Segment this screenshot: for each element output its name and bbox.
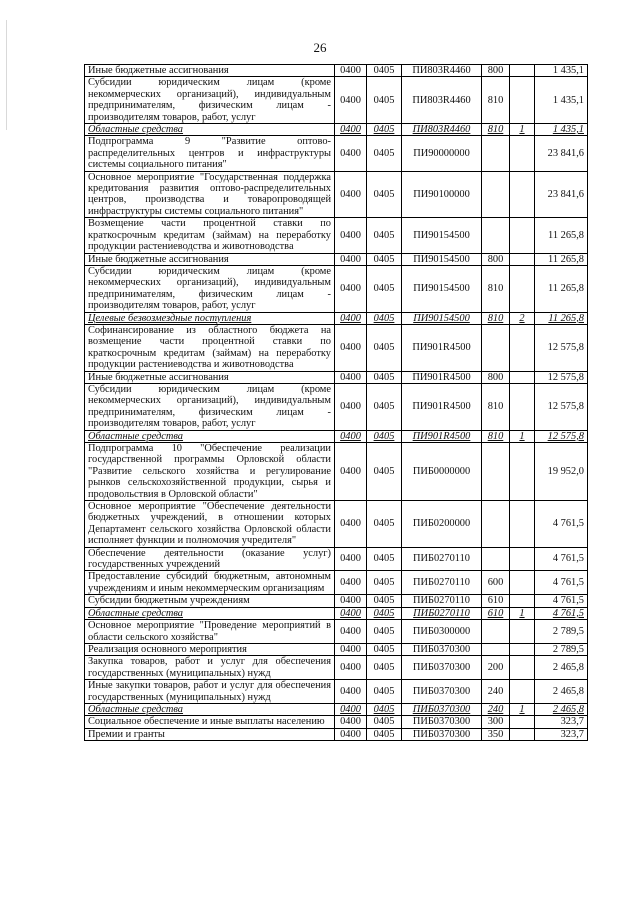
subsection-code: 0405 [367,65,402,77]
expense-type-code: 810 [482,383,510,430]
funding-source-code: 1 [510,703,535,715]
section-code: 0400 [335,324,367,371]
table-row [85,383,588,430]
amount: 23 841,6 [535,171,588,218]
table-row [85,65,588,77]
table-row [85,716,588,728]
expense-type-code: 240 [482,680,510,704]
target-article-code: ПИ803R4460 [402,77,482,124]
section-code: 0400 [335,371,367,383]
target-article-code: ПИБ0270110 [402,595,482,607]
target-article-code: ПИ901R4500 [402,383,482,430]
table-row [85,571,588,595]
section-code: 0400 [335,656,367,680]
table-row [85,136,588,171]
subsection-code: 0405 [367,703,402,715]
funding-source-code [510,571,535,595]
row-name: Основное мероприятие "Обеспечение деятельности бюджетных учреждений, в отношении которых Департамент сельского хозяйства Орловской области исполняет функции и полномочия учредителя" [85,501,335,548]
scan-edge-mark [6,20,7,130]
row-name: Премии и гранты [85,728,335,740]
section-code: 0400 [335,65,367,77]
table-row [85,607,588,619]
section-code: 0400 [335,136,367,171]
amount: 19 952,0 [535,443,588,501]
section-code: 0400 [335,595,367,607]
table-row [85,371,588,383]
row-name: Софинансирование из областного бюджета на возмещение части процентной ставки по краткосрочным кредитам (займам) на переработку продукции растениеводства и животноводства [85,324,335,371]
amount: 11 265,8 [535,312,588,324]
target-article-code: ПИ901R4500 [402,371,482,383]
target-article-code: ПИБ0270110 [402,607,482,619]
amount: 4 761,5 [535,607,588,619]
funding-source-code [510,620,535,644]
amount: 12 575,8 [535,324,588,371]
row-name: Подпрограмма 10 "Обеспечение реализации государственной программы Орловской области "Развитие сельского хозяйства и регулирование рынков сельскохозяйственной продукции, сырья и продовольствия в Орловской области" [85,443,335,501]
target-article-code: ПИ90000000 [402,136,482,171]
amount: 2 789,5 [535,643,588,655]
section-code: 0400 [335,571,367,595]
subsection-code: 0405 [367,620,402,644]
section-code: 0400 [335,643,367,655]
budget-table [84,64,588,741]
table-row [85,656,588,680]
section-code: 0400 [335,312,367,324]
target-article-code: ПИБ0370300 [402,728,482,740]
expense-type-code [482,643,510,655]
funding-source-code [510,324,535,371]
amount: 2 465,8 [535,656,588,680]
subsection-code: 0405 [367,680,402,704]
target-article-code: ПИБ0300000 [402,620,482,644]
amount: 2 465,8 [535,680,588,704]
target-article-code: ПИБ0370300 [402,703,482,715]
table-row [85,324,588,371]
subsection-code: 0405 [367,716,402,728]
subsection-code: 0405 [367,383,402,430]
target-article-code: ПИ90154500 [402,265,482,312]
amount: 12 575,8 [535,371,588,383]
amount: 11 265,8 [535,253,588,265]
funding-source-code [510,595,535,607]
funding-source-code [510,136,535,171]
expense-type-code: 610 [482,595,510,607]
table-row [85,443,588,501]
target-article-code: ПИБ0270110 [402,547,482,571]
table-row [85,312,588,324]
subsection-code: 0405 [367,728,402,740]
amount: 4 761,5 [535,595,588,607]
target-article-code: ПИ803R4460 [402,65,482,77]
funding-source-code [510,643,535,655]
subsection-code: 0405 [367,607,402,619]
target-article-code: ПИ803R4460 [402,124,482,136]
table-row [85,547,588,571]
amount: 12 575,8 [535,383,588,430]
target-article-code: ПИБ0370300 [402,716,482,728]
subsection-code: 0405 [367,643,402,655]
table-row [85,680,588,704]
table-row [85,430,588,442]
expense-type-code: 350 [482,728,510,740]
section-code: 0400 [335,728,367,740]
subsection-code: 0405 [367,547,402,571]
subsection-code: 0405 [367,443,402,501]
amount: 11 265,8 [535,218,588,253]
row-name: Иные закупки товаров, работ и услуг для обеспечения государственных (муниципальных) нужд [85,680,335,704]
funding-source-code [510,656,535,680]
target-article-code: ПИ90100000 [402,171,482,218]
subsection-code: 0405 [367,430,402,442]
funding-source-code [510,680,535,704]
section-code: 0400 [335,620,367,644]
expense-type-code [482,136,510,171]
row-name: Субсидии юридическим лицам (кроме некоммерческих организаций), индивидуальным предпринимателям, физическим лицам - производителям товаров, работ, услуг [85,265,335,312]
amount: 23 841,6 [535,136,588,171]
row-name: Социальное обеспечение и иные выплаты населению [85,716,335,728]
expense-type-code [482,501,510,548]
table-row [85,124,588,136]
row-name: Субсидии юридическим лицам (кроме некоммерческих организаций), индивидуальным предпринимателям, физическим лицам - производителям товаров, работ, услуг [85,77,335,124]
row-name: Областные средства [85,703,335,715]
expense-type-code: 800 [482,253,510,265]
table-row [85,595,588,607]
target-article-code: ПИБ0000000 [402,443,482,501]
expense-type-code [482,324,510,371]
subsection-code: 0405 [367,124,402,136]
row-name: Основное мероприятие "Государственная поддержка кредитования развития оптово-распределительных центров, производства и товаропроводящей инфраструктуры системы социального питания" [85,171,335,218]
funding-source-code [510,371,535,383]
amount: 11 265,8 [535,265,588,312]
expense-type-code: 200 [482,656,510,680]
amount: 12 575,8 [535,430,588,442]
section-code: 0400 [335,716,367,728]
section-code: 0400 [335,171,367,218]
section-code: 0400 [335,607,367,619]
row-name: Иные бюджетные ассигнования [85,371,335,383]
table-row [85,728,588,740]
expense-type-code: 300 [482,716,510,728]
expense-type-code [482,218,510,253]
row-name: Возмещение части процентной ставки по краткосрочным кредитам (займам) на переработку продукции растениеводства и животноводства [85,218,335,253]
row-name: Обеспечение деятельности (оказание услуг) государственных учреждений [85,547,335,571]
expense-type-code: 240 [482,703,510,715]
funding-source-code [510,171,535,218]
amount: 323,7 [535,728,588,740]
table-row [85,218,588,253]
expense-type-code: 600 [482,571,510,595]
subsection-code: 0405 [367,501,402,548]
expense-type-code: 810 [482,312,510,324]
section-code: 0400 [335,253,367,265]
target-article-code: ПИБ0370300 [402,656,482,680]
section-code: 0400 [335,77,367,124]
target-article-code: ПИБ0270110 [402,571,482,595]
row-name: Иные бюджетные ассигнования [85,65,335,77]
section-code: 0400 [335,501,367,548]
amount: 4 761,5 [535,571,588,595]
subsection-code: 0405 [367,571,402,595]
funding-source-code [510,77,535,124]
target-article-code: ПИБ0370300 [402,643,482,655]
subsection-code: 0405 [367,324,402,371]
funding-source-code: 1 [510,124,535,136]
expense-type-code: 810 [482,265,510,312]
subsection-code: 0405 [367,312,402,324]
row-name: Субсидии юридическим лицам (кроме некоммерческих организаций), индивидуальным предпринимателям, физическим лицам - производителям товаров, работ, услуг [85,383,335,430]
funding-source-code [510,443,535,501]
target-article-code: ПИБ0200000 [402,501,482,548]
expense-type-code [482,547,510,571]
row-name: Закупка товаров, работ и услуг для обеспечения государственных (муниципальных) нужд [85,656,335,680]
table-row [85,171,588,218]
section-code: 0400 [335,547,367,571]
subsection-code: 0405 [367,595,402,607]
amount: 2 465,8 [535,703,588,715]
subsection-code: 0405 [367,371,402,383]
funding-source-code: 2 [510,312,535,324]
row-name: Целевые безвозмездные поступления [85,312,335,324]
row-name: Подпрограмма 9 "Развитие оптово-распределительных центров и инфраструктуры системы социального питания" [85,136,335,171]
table-row [85,77,588,124]
table-row [85,253,588,265]
funding-source-code: 1 [510,430,535,442]
row-name: Субсидии бюджетным учреждениям [85,595,335,607]
expense-type-code: 800 [482,65,510,77]
section-code: 0400 [335,703,367,715]
table-row [85,703,588,715]
subsection-code: 0405 [367,136,402,171]
expense-type-code [482,171,510,218]
table-row [85,501,588,548]
subsection-code: 0405 [367,218,402,253]
subsection-code: 0405 [367,253,402,265]
table-row [85,620,588,644]
target-article-code: ПИБ0370300 [402,680,482,704]
expense-type-code: 610 [482,607,510,619]
subsection-code: 0405 [367,77,402,124]
funding-source-code [510,547,535,571]
section-code: 0400 [335,124,367,136]
expense-type-code: 810 [482,124,510,136]
expense-type-code: 800 [482,371,510,383]
amount: 4 761,5 [535,547,588,571]
subsection-code: 0405 [367,656,402,680]
funding-source-code [510,253,535,265]
row-name: Областные средства [85,430,335,442]
amount: 1 435,1 [535,124,588,136]
target-article-code: ПИ90154500 [402,218,482,253]
funding-source-code [510,265,535,312]
funding-source-code [510,728,535,740]
amount: 4 761,5 [535,501,588,548]
section-code: 0400 [335,680,367,704]
target-article-code: ПИ90154500 [402,253,482,265]
row-name: Реализация основного мероприятия [85,643,335,655]
funding-source-code [510,716,535,728]
target-article-code: ПИ90154500 [402,312,482,324]
funding-source-code [510,383,535,430]
funding-source-code [510,65,535,77]
funding-source-code [510,218,535,253]
table-row [85,643,588,655]
section-code: 0400 [335,443,367,501]
row-name: Областные средства [85,607,335,619]
row-name: Иные бюджетные ассигнования [85,253,335,265]
subsection-code: 0405 [367,171,402,218]
budget-table-body [85,65,588,741]
expense-type-code [482,443,510,501]
expense-type-code: 810 [482,77,510,124]
expense-type-code: 810 [482,430,510,442]
table-row [85,265,588,312]
funding-source-code [510,501,535,548]
amount: 1 435,1 [535,65,588,77]
section-code: 0400 [335,430,367,442]
section-code: 0400 [335,265,367,312]
row-name: Основное мероприятие "Проведение мероприятий в области сельского хозяйства" [85,620,335,644]
target-article-code: ПИ901R4500 [402,430,482,442]
amount: 2 789,5 [535,620,588,644]
amount: 1 435,1 [535,77,588,124]
expense-type-code [482,620,510,644]
row-name: Областные средства [85,124,335,136]
page-number: 26 [313,40,327,55]
amount: 323,7 [535,716,588,728]
row-name: Предоставление субсидий бюджетным, автономным учреждениям и иным некоммерческим организациям [85,571,335,595]
subsection-code: 0405 [367,265,402,312]
target-article-code: ПИ901R4500 [402,324,482,371]
section-code: 0400 [335,218,367,253]
funding-source-code: 1 [510,607,535,619]
section-code: 0400 [335,383,367,430]
